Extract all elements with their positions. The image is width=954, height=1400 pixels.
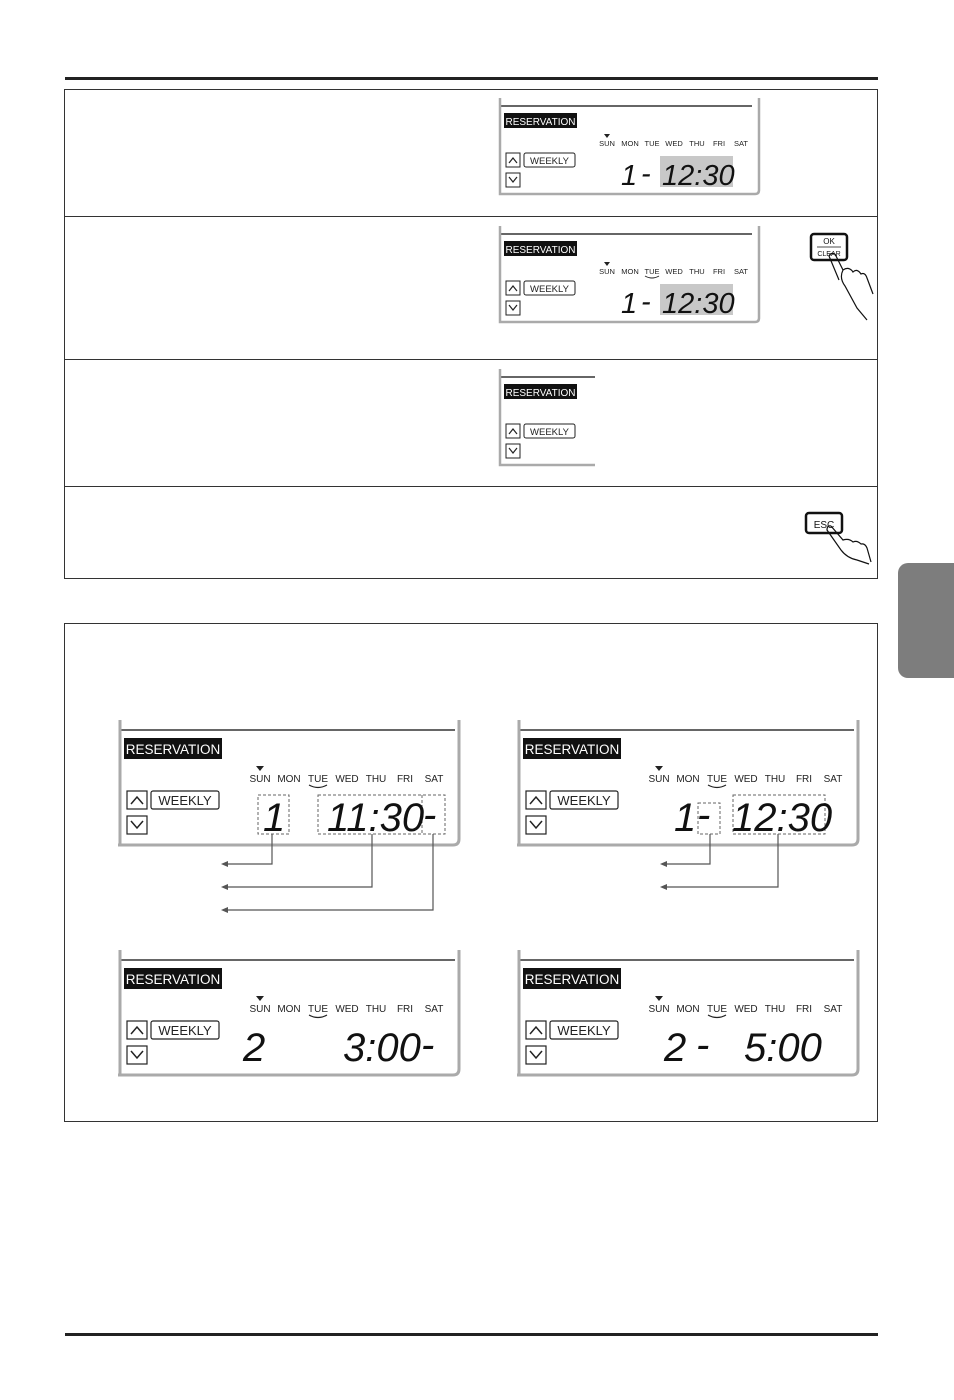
reservation-label: RESERVATION xyxy=(524,742,620,757)
day-label: TUE xyxy=(308,1004,328,1015)
slot-trail: - xyxy=(421,1023,435,1067)
slot-time: 12:30 xyxy=(732,796,833,840)
day-label: SUN xyxy=(648,1004,670,1015)
day-label: FRI xyxy=(396,1004,414,1015)
slot-number: 1 xyxy=(621,160,638,192)
slot-number: 2 xyxy=(664,1026,687,1070)
bottom-rule xyxy=(65,1333,878,1336)
ok-clear-button-illustration xyxy=(805,232,877,324)
day-label: SAT xyxy=(424,774,444,785)
day-label: SAT xyxy=(823,774,843,785)
step1-lcd xyxy=(497,98,762,198)
reservation-label: RESERVATION xyxy=(125,972,221,987)
day-label: SAT xyxy=(733,267,749,276)
slot-number: 1 xyxy=(674,796,697,840)
slot-time: 5:00 xyxy=(744,1026,822,1070)
day-label: FRI xyxy=(795,774,813,785)
top-rule xyxy=(65,77,878,80)
weekly-label: WEEKLY xyxy=(530,427,569,438)
step2-lcd xyxy=(497,226,762,326)
slot-number: 1 xyxy=(263,796,286,840)
reservation-label: RESERVATION xyxy=(505,245,576,256)
slot-time: 12:30 xyxy=(662,160,735,192)
day-label: SAT xyxy=(733,139,749,148)
day-label: THU xyxy=(689,139,705,148)
slot-number: 2 xyxy=(243,1026,266,1070)
day-label: THU xyxy=(365,774,387,785)
esc-button-illustration xyxy=(803,510,875,570)
day-label: TUE xyxy=(644,139,660,148)
day-label: MON xyxy=(621,267,639,276)
day-underline xyxy=(645,276,659,278)
day-label: TUE xyxy=(707,1004,727,1015)
weekly-label: WEEKLY xyxy=(557,1023,611,1038)
day-label: MON xyxy=(277,774,301,785)
day-label: SUN xyxy=(599,139,615,148)
slot-time: 3:00 xyxy=(343,1026,421,1070)
day-label: FRI xyxy=(396,774,414,785)
day-label: FRI xyxy=(712,267,726,276)
day-label: MON xyxy=(676,774,700,785)
weekly-label: WEEKLY xyxy=(557,793,611,808)
step3-lcd xyxy=(497,369,597,469)
day-label: SAT xyxy=(823,1004,843,1015)
day-label: MON xyxy=(676,1004,700,1015)
weekly-label: WEEKLY xyxy=(158,1023,212,1038)
slot-dash: - xyxy=(696,1023,710,1067)
row-divider xyxy=(65,486,877,487)
day-label: FRI xyxy=(795,1004,813,1015)
slot-dash: - xyxy=(641,158,651,190)
example-lcd-c xyxy=(115,950,465,1080)
chapter-tab xyxy=(898,563,954,678)
hand-icon xyxy=(829,253,873,320)
reservation-label: RESERVATION xyxy=(524,972,620,987)
day-label: WED xyxy=(734,1004,758,1015)
example-lcd-d xyxy=(514,950,864,1080)
clear-label: CLEAR xyxy=(817,251,841,258)
slot-time: 11:30 xyxy=(327,796,425,840)
reservation-label: RESERVATION xyxy=(505,388,576,399)
slot-time: 12:30 xyxy=(662,288,735,320)
example-lcd-b xyxy=(514,720,864,920)
weekly-label: WEEKLY xyxy=(530,284,569,295)
day-label: TUE xyxy=(707,774,727,785)
day-label: SUN xyxy=(648,774,670,785)
day-label: SUN xyxy=(249,774,271,785)
day-label: WED xyxy=(665,267,683,276)
reservation-label: RESERVATION xyxy=(125,742,221,757)
slot-trail: - xyxy=(423,793,437,837)
day-label: SAT xyxy=(424,1004,444,1015)
row-divider xyxy=(65,216,877,217)
day-underline xyxy=(708,1015,726,1018)
reservation-label: RESERVATION xyxy=(505,117,576,128)
day-label: THU xyxy=(764,774,786,785)
day-label: TUE xyxy=(308,774,328,785)
day-underline xyxy=(708,785,726,788)
ok-label: OK xyxy=(823,237,835,246)
day-label: MON xyxy=(621,139,639,148)
slot-dash: - xyxy=(697,793,711,837)
day-label: WED xyxy=(335,774,359,785)
example-lcd-a xyxy=(115,720,465,920)
day-label: SUN xyxy=(599,267,615,276)
weekly-label: WEEKLY xyxy=(158,793,212,808)
day-label: THU xyxy=(365,1004,387,1015)
day-label: FRI xyxy=(712,139,726,148)
day-label: WED xyxy=(734,774,758,785)
slot-number: 1 xyxy=(621,288,638,320)
day-label: TUE xyxy=(644,267,660,276)
row-divider xyxy=(65,359,877,360)
day-underline xyxy=(309,1015,327,1018)
weekly-label: WEEKLY xyxy=(530,156,569,167)
day-label: WED xyxy=(335,1004,359,1015)
esc-label: ESC xyxy=(813,520,835,531)
day-label: THU xyxy=(764,1004,786,1015)
day-label: THU xyxy=(689,267,705,276)
day-label: WED xyxy=(665,139,683,148)
day-label: MON xyxy=(277,1004,301,1015)
slot-dash: - xyxy=(641,286,651,318)
day-underline xyxy=(309,785,327,788)
day-label: SUN xyxy=(249,1004,271,1015)
